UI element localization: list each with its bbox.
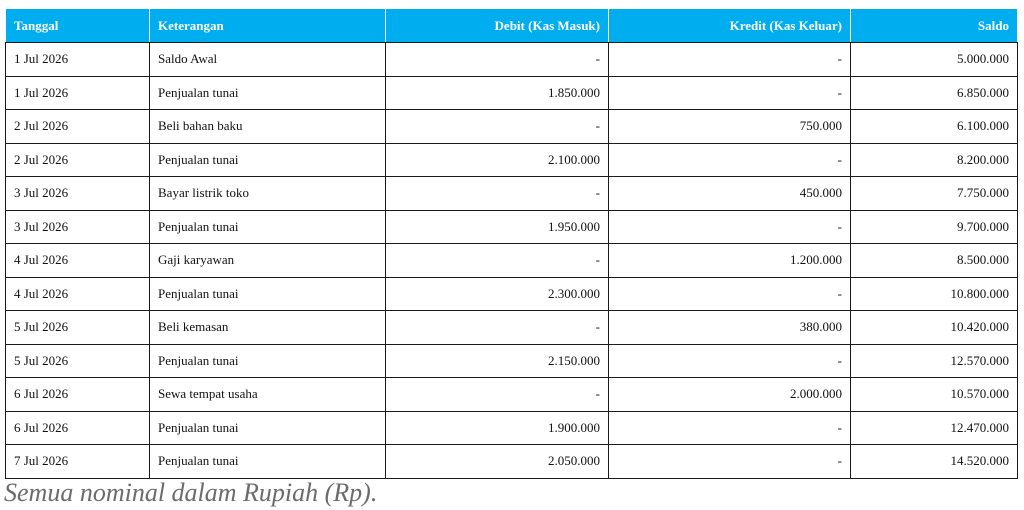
cell-credit: 2.000.000: [609, 378, 851, 412]
cell-debit: -: [386, 43, 609, 77]
cell-date: 7 Jul 2026: [6, 445, 150, 479]
cell-debit: -: [386, 244, 609, 278]
column-header-date: Tanggal: [6, 9, 150, 43]
column-header-balance: Saldo: [851, 9, 1018, 43]
cell-description: Saldo Awal: [150, 43, 386, 77]
column-header-description: Keterangan: [150, 9, 386, 43]
cell-credit: 750.000: [609, 110, 851, 144]
table-row: [6, 311, 1018, 345]
cell-date: 2 Jul 2026: [6, 110, 150, 144]
cell-date: 6 Jul 2026: [6, 411, 150, 445]
cell-debit: 1.950.000: [386, 210, 609, 244]
cell-balance: 9.700.000: [851, 210, 1018, 244]
cell-debit: 2.100.000: [386, 143, 609, 177]
table-body: [6, 43, 1018, 479]
cell-balance: 8.200.000: [851, 143, 1018, 177]
table-row: [6, 445, 1018, 479]
cell-balance: 6.850.000: [851, 76, 1018, 110]
cell-debit: 2.300.000: [386, 277, 609, 311]
cell-debit: 1.900.000: [386, 411, 609, 445]
cell-date: 2 Jul 2026: [6, 143, 150, 177]
cell-credit: 380.000: [609, 311, 851, 345]
table-row: [6, 43, 1018, 77]
table-row: [6, 210, 1018, 244]
header-row: [6, 9, 1018, 43]
cell-date: 3 Jul 2026: [6, 177, 150, 211]
cell-balance: 12.470.000: [851, 411, 1018, 445]
cell-description: Penjualan tunai: [150, 445, 386, 479]
table-row: [6, 378, 1018, 412]
cash-ledger: [5, 8, 1017, 479]
cell-debit: -: [386, 177, 609, 211]
cell-balance: 10.800.000: [851, 277, 1018, 311]
cell-date: 5 Jul 2026: [6, 344, 150, 378]
cell-description: Gaji karyawan: [150, 244, 386, 278]
cell-date: 1 Jul 2026: [6, 43, 150, 77]
cell-credit: -: [609, 344, 851, 378]
cell-description: Penjualan tunai: [150, 76, 386, 110]
cash-ledger-table: [5, 8, 1018, 479]
cell-credit: -: [609, 445, 851, 479]
cell-credit: -: [609, 76, 851, 110]
cell-balance: 7.750.000: [851, 177, 1018, 211]
cell-date: 3 Jul 2026: [6, 210, 150, 244]
cell-date: 4 Jul 2026: [6, 277, 150, 311]
table-row: [6, 110, 1018, 144]
cell-description: Penjualan tunai: [150, 411, 386, 445]
cell-credit: 1.200.000: [609, 244, 851, 278]
table-row: [6, 76, 1018, 110]
table-row: [6, 411, 1018, 445]
cell-balance: 5.000.000: [851, 43, 1018, 77]
table-row: [6, 143, 1018, 177]
cell-debit: -: [386, 311, 609, 345]
cell-debit: 2.050.000: [386, 445, 609, 479]
column-header-debit: Debit (Kas Masuk): [386, 9, 609, 43]
cell-balance: 14.520.000: [851, 445, 1018, 479]
cell-description: Penjualan tunai: [150, 143, 386, 177]
cell-credit: -: [609, 43, 851, 77]
cell-date: 6 Jul 2026: [6, 378, 150, 412]
cell-description: Penjualan tunai: [150, 210, 386, 244]
cell-date: 5 Jul 2026: [6, 311, 150, 345]
cell-description: Beli kemasan: [150, 311, 386, 345]
table-row: [6, 177, 1018, 211]
cell-debit: 2.150.000: [386, 344, 609, 378]
table-row: [6, 344, 1018, 378]
cell-debit: -: [386, 110, 609, 144]
cell-description: Penjualan tunai: [150, 277, 386, 311]
cell-credit: 450.000: [609, 177, 851, 211]
cell-balance: 8.500.000: [851, 244, 1018, 278]
cell-balance: 12.570.000: [851, 344, 1018, 378]
table-row: [6, 277, 1018, 311]
cell-credit: -: [609, 411, 851, 445]
table-header: [6, 9, 1018, 43]
cell-balance: 10.420.000: [851, 311, 1018, 345]
cell-date: 4 Jul 2026: [6, 244, 150, 278]
cell-description: Penjualan tunai: [150, 344, 386, 378]
cell-description: Sewa tempat usaha: [150, 378, 386, 412]
cell-debit: -: [386, 378, 609, 412]
cell-credit: -: [609, 277, 851, 311]
cell-balance: 10.570.000: [851, 378, 1018, 412]
cell-credit: -: [609, 210, 851, 244]
cell-debit: 1.850.000: [386, 76, 609, 110]
cell-balance: 6.100.000: [851, 110, 1018, 144]
column-header-credit: Kredit (Kas Keluar): [609, 9, 851, 43]
table-row: [6, 244, 1018, 278]
cell-description: Bayar listrik toko: [150, 177, 386, 211]
cell-date: 1 Jul 2026: [6, 76, 150, 110]
currency-note: Semua nominal dalam Rupiah (Rp).: [4, 478, 378, 507]
cell-credit: -: [609, 143, 851, 177]
cell-description: Beli bahan baku: [150, 110, 386, 144]
